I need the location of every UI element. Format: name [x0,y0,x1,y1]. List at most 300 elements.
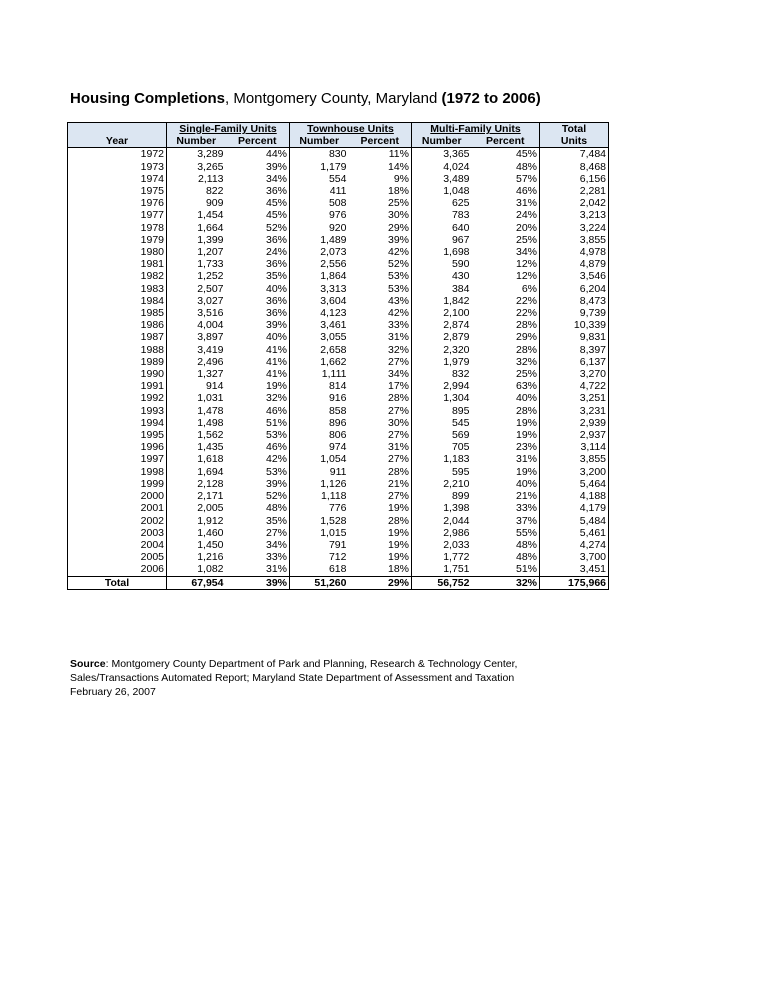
cell-year: 2002 [140,514,164,527]
cell-th-number: 1,489 [290,234,349,246]
cell-sf-number: 1,327 [167,368,226,380]
cell-year: 1995 [140,429,164,442]
cell-mf-percent: 19% [516,465,538,478]
cell-sf-number: 1,562 [167,429,226,441]
cell-sf-number: 1,498 [167,417,226,429]
cell-th-number: 916 [290,392,349,404]
cell-total-units: 8,468 [540,161,609,173]
cell-mf-percent: 48% [516,538,538,551]
cell-mf-number: 545 [412,417,472,429]
cell-total-units: 4,179 [540,502,609,514]
table-row [68,392,609,404]
cell-mf-percent: 29% [516,331,538,344]
table-row [68,307,609,319]
cell-th-number: 1,864 [290,270,349,282]
cell-mf-number: 1,698 [412,246,472,258]
cell-sf-number: 1,733 [167,258,226,270]
cell-th-number: 806 [290,429,349,441]
title-regular: , Montgomery County, Maryland [225,90,442,107]
cell-th-percent: 27% [387,490,409,503]
cell-mf-percent: 63% [516,380,538,393]
cell-sf-number: 3,265 [167,161,226,173]
cell-mf-percent: 21% [516,490,538,503]
cell-year: 1976 [140,197,164,210]
cell-sf-percent: 27% [265,526,287,539]
cell-total-units: 4,188 [540,490,609,502]
cell-mf-number: 1,304 [412,392,472,404]
cell-year: 1987 [140,331,164,344]
title-bold: Housing Completions [70,90,225,107]
cell-year: 1973 [140,160,164,173]
cell-th-percent: 30% [387,209,409,222]
cell-sf-percent: 39% [265,319,287,332]
cell-sf-percent: 36% [265,307,287,320]
table-row [68,258,609,270]
table-row [68,295,609,307]
cell-sf-percent: 52% [265,490,287,503]
title-date-range: (1972 to 2006) [441,90,541,107]
source-note [70,657,590,699]
cell-mf-percent: 40% [516,392,538,405]
cell-sf-percent: 33% [265,551,287,564]
cell-total-units: 3,231 [540,405,609,417]
header-total-line2: Units [540,135,609,148]
cell-total-units: 9,831 [540,331,609,343]
cell-year: 1991 [140,380,164,393]
cell-year: 1998 [140,465,164,478]
table-row [68,148,609,161]
cell-mf-percent: 24% [516,209,538,222]
cell-th-percent: 32% [387,343,409,356]
cell-sf-number: 1,216 [167,551,226,563]
cell-total-units: 3,855 [540,453,609,465]
cell-mf-number: 2,994 [412,380,472,392]
cell-mf-percent: 28% [516,404,538,417]
cell-sf-percent: 41% [265,343,287,356]
cell-total-units: 3,546 [540,270,609,282]
cell-year: 1981 [140,258,164,271]
cell-total-units: 2,937 [540,429,609,441]
cell-mf-number: 2,100 [412,307,472,319]
cell-mf-number: 430 [412,270,472,282]
table-row [68,453,609,465]
cell-year: 1985 [140,307,164,320]
header-sf-percent: Percent [226,135,290,148]
cell-th-percent: 43% [387,294,409,307]
cell-year: 1977 [140,209,164,222]
table-row [68,490,609,502]
table-row [68,441,609,453]
cell-th-percent: 9% [393,172,409,185]
cell-mf-percent: 25% [516,368,538,381]
cell-th-number: 508 [290,197,349,209]
cell-mf-percent: 23% [516,441,538,454]
cell-mf-number: 895 [412,405,472,417]
cell-mf-number: 569 [412,429,472,441]
cell-th-number: 3,461 [290,319,349,331]
cell-sf-number: 1,664 [167,222,226,234]
cell-sf-number: 914 [167,380,226,392]
cell-sf-number: 2,496 [167,356,226,368]
page-title [70,90,541,107]
header-row-groups [68,123,609,136]
cell-th-percent: 53% [387,282,409,295]
cell-total-units: 2,042 [540,197,609,209]
table-row [68,466,609,478]
cell-mf-percent: 6% [521,282,538,295]
cell-th-percent: 19% [387,526,409,539]
cell-sf-number: 1,252 [167,270,226,282]
cell-mf-number: 1,772 [412,551,472,563]
cell-total-units: 3,224 [540,222,609,234]
cell-year: 1974 [140,172,164,185]
total-th-number: 51,260 [290,576,349,589]
header-total-line1: Total [540,123,609,136]
cell-mf-percent: 57% [516,172,538,185]
header-sf-number: Number [167,135,226,148]
source-text-1: : Montgomery County Department of Park and Planning, Research & Technology Center, [105,658,518,670]
cell-th-number: 4,123 [290,307,349,319]
cell-th-number: 791 [290,539,349,551]
cell-th-percent: 28% [387,514,409,527]
cell-sf-number: 1,450 [167,539,226,551]
cell-sf-percent: 53% [265,465,287,478]
cell-total-units: 8,473 [540,295,609,307]
cell-sf-percent: 24% [265,246,287,259]
cell-th-percent: 29% [387,221,409,234]
cell-sf-number: 1,478 [167,405,226,417]
cell-total-units: 3,213 [540,209,609,221]
cell-mf-number: 2,044 [412,515,472,527]
cell-th-number: 1,528 [290,515,349,527]
cell-mf-number: 2,986 [412,527,472,539]
cell-sf-number: 3,897 [167,331,226,343]
cell-year: 2005 [140,551,164,564]
cell-total-units: 7,484 [540,148,609,161]
table-row [68,246,609,258]
cell-year: 1990 [140,368,164,381]
cell-mf-percent: 19% [516,416,538,429]
cell-mf-percent: 55% [516,526,538,539]
cell-total-units: 4,274 [540,539,609,551]
cell-mf-number: 1,048 [412,185,472,197]
cell-mf-percent: 28% [516,343,538,356]
cell-year: 1984 [140,294,164,307]
cell-year: 1982 [140,270,164,283]
cell-th-percent: 33% [387,319,409,332]
cell-total-units: 2,939 [540,417,609,429]
table-row [68,197,609,209]
source-date: February 26, 2007 [70,686,156,698]
cell-th-percent: 34% [387,368,409,381]
housing-completions-table [67,122,609,590]
cell-th-number: 858 [290,405,349,417]
cell-th-percent: 42% [387,246,409,259]
cell-sf-percent: 40% [265,331,287,344]
cell-mf-number: 1,979 [412,356,472,368]
cell-th-number: 554 [290,173,349,185]
cell-sf-percent: 31% [265,563,287,576]
cell-total-units: 3,251 [540,392,609,404]
table-row [68,356,609,368]
cell-mf-percent: 46% [516,185,538,198]
cell-th-percent: 27% [387,404,409,417]
cell-th-percent: 14% [387,160,409,173]
table-row [68,502,609,514]
cell-th-percent: 42% [387,307,409,320]
total-sf-percent: 39% [226,576,290,589]
cell-year: 1986 [140,319,164,332]
cell-sf-number: 2,507 [167,283,226,295]
table-row [68,222,609,234]
cell-year: 1975 [140,185,164,198]
cell-th-number: 1,662 [290,356,349,368]
cell-th-percent: 19% [387,551,409,564]
cell-th-number: 3,055 [290,331,349,343]
cell-mf-percent: 22% [516,294,538,307]
table-row [68,209,609,221]
cell-sf-percent: 42% [265,453,287,466]
cell-year: 1996 [140,441,164,454]
cell-year: 1989 [140,355,164,368]
cell-sf-number: 1,454 [167,209,226,221]
total-label: Total [68,576,167,589]
cell-mf-percent: 12% [516,258,538,271]
cell-mf-number: 640 [412,222,472,234]
cell-mf-percent: 48% [516,160,538,173]
cell-sf-number: 1,435 [167,441,226,453]
table-body [68,148,609,576]
cell-mf-number: 590 [412,258,472,270]
cell-sf-number: 2,171 [167,490,226,502]
cell-year: 2000 [140,490,164,503]
cell-year: 1979 [140,233,164,246]
table-row [68,551,609,563]
cell-total-units: 10,339 [540,319,609,331]
cell-mf-number: 3,489 [412,173,472,185]
table-row [68,283,609,295]
cell-th-percent: 18% [387,563,409,576]
cell-sf-number: 2,113 [167,173,226,185]
cell-mf-percent: 25% [516,233,538,246]
cell-sf-percent: 36% [265,233,287,246]
cell-total-units: 3,700 [540,551,609,563]
cell-mf-percent: 19% [516,429,538,442]
cell-th-number: 411 [290,185,349,197]
cell-mf-percent: 31% [516,453,538,466]
cell-sf-number: 2,005 [167,502,226,514]
cell-mf-number: 1,398 [412,502,472,514]
cell-mf-percent: 12% [516,270,538,283]
cell-sf-percent: 34% [265,538,287,551]
cell-th-number: 3,604 [290,295,349,307]
cell-total-units: 3,855 [540,234,609,246]
cell-th-percent: 25% [387,197,409,210]
table-row [68,527,609,539]
table-row [68,270,609,282]
cell-mf-number: 4,024 [412,161,472,173]
cell-th-number: 976 [290,209,349,221]
cell-th-percent: 11% [388,148,409,161]
cell-year: 2004 [140,538,164,551]
cell-mf-number: 2,879 [412,331,472,343]
header-mf-number: Number [412,135,472,148]
cell-mf-number: 625 [412,197,472,209]
cell-th-number: 920 [290,222,349,234]
cell-mf-percent: 28% [516,319,538,332]
cell-mf-number: 1,183 [412,453,472,465]
total-th-percent: 29% [349,576,412,589]
cell-mf-percent: 34% [516,246,538,259]
cell-sf-percent: 39% [265,160,287,173]
cell-sf-number: 1,399 [167,234,226,246]
cell-th-number: 896 [290,417,349,429]
cell-th-number: 814 [290,380,349,392]
table-row [68,429,609,441]
header-row-columns [68,135,609,148]
cell-th-number: 1,126 [290,478,349,490]
cell-sf-percent: 36% [265,185,287,198]
cell-mf-number: 595 [412,466,472,478]
cell-sf-percent: 48% [265,502,287,515]
cell-th-percent: 28% [387,465,409,478]
table-row [68,515,609,527]
cell-mf-number: 2,033 [412,539,472,551]
cell-th-number: 1,054 [290,453,349,465]
cell-year: 1980 [140,246,164,259]
cell-total-units: 4,722 [540,380,609,392]
header-th-number: Number [290,135,349,148]
header-multi-family: Multi-Family Units [412,123,540,136]
cell-sf-percent: 44% [265,148,287,161]
table-row [68,405,609,417]
cell-th-percent: 53% [387,270,409,283]
cell-sf-number: 3,516 [167,307,226,319]
table-row [68,563,609,576]
cell-year: 1994 [140,416,164,429]
cell-total-units: 6,137 [540,356,609,368]
cell-sf-percent: 36% [265,258,287,271]
cell-total-units: 2,281 [540,185,609,197]
header-mf-percent: Percent [472,135,540,148]
cell-total-units: 3,114 [540,441,609,453]
cell-th-number: 2,556 [290,258,349,270]
cell-sf-percent: 51% [265,416,287,429]
cell-sf-number: 909 [167,197,226,209]
cell-year: 1983 [140,282,164,295]
cell-year: 2003 [140,526,164,539]
cell-mf-number: 3,365 [412,148,472,161]
cell-mf-number: 2,320 [412,344,472,356]
cell-year: 1997 [140,453,164,466]
cell-total-units: 6,156 [540,173,609,185]
table-row [68,319,609,331]
header-year: Year [68,135,167,148]
table-row [68,344,609,356]
cell-th-percent: 31% [387,331,409,344]
cell-year: 1993 [140,404,164,417]
cell-mf-number: 2,874 [412,319,472,331]
cell-mf-number: 899 [412,490,472,502]
cell-th-number: 830 [290,148,349,161]
cell-sf-number: 2,128 [167,478,226,490]
cell-sf-percent: 52% [265,221,287,234]
cell-sf-number: 1,082 [167,563,226,576]
cell-sf-percent: 41% [265,368,287,381]
cell-total-units: 6,204 [540,283,609,295]
cell-sf-number: 1,031 [167,392,226,404]
cell-sf-percent: 45% [265,197,287,210]
total-units: 175,966 [540,576,609,589]
cell-mf-number: 967 [412,234,472,246]
cell-total-units: 3,270 [540,368,609,380]
cell-total-units: 8,397 [540,344,609,356]
cell-th-number: 712 [290,551,349,563]
table-row [68,331,609,343]
cell-th-percent: 52% [387,258,409,271]
cell-th-number: 1,015 [290,527,349,539]
cell-th-number: 911 [290,466,349,478]
total-mf-percent: 32% [472,576,540,589]
cell-sf-number: 3,419 [167,344,226,356]
cell-total-units: 9,739 [540,307,609,319]
cell-th-percent: 31% [387,441,409,454]
header-single-family: Single-Family Units [167,123,290,136]
cell-sf-number: 4,004 [167,319,226,331]
source-line-2: Sales/Transactions Automated Report; Maryland State Department of Assessment and Taxation [70,672,515,684]
cell-year: 1992 [140,392,164,405]
cell-th-percent: 21% [387,477,409,490]
source-line-1 [70,657,590,671]
cell-th-number: 1,179 [290,161,349,173]
cell-sf-percent: 39% [265,477,287,490]
cell-mf-percent: 40% [516,477,538,490]
source-label: Source [70,658,106,670]
cell-mf-percent: 48% [516,551,538,564]
header-th-percent: Percent [349,135,412,148]
table-row [68,478,609,490]
total-mf-number: 56,752 [412,576,472,589]
table-row [68,234,609,246]
cell-th-percent: 27% [387,453,409,466]
cell-sf-number: 1,207 [167,246,226,258]
cell-th-percent: 19% [387,502,409,515]
cell-sf-percent: 34% [265,172,287,185]
cell-mf-percent: 31% [516,197,538,210]
cell-year: 1999 [140,477,164,490]
table-row [68,368,609,380]
cell-total-units: 4,879 [540,258,609,270]
cell-total-units: 5,464 [540,478,609,490]
cell-th-percent: 30% [387,416,409,429]
cell-sf-percent: 35% [265,514,287,527]
total-sf-number: 67,954 [167,576,226,589]
cell-sf-percent: 41% [265,355,287,368]
cell-th-percent: 19% [387,538,409,551]
cell-mf-percent: 20% [516,221,538,234]
cell-sf-number: 822 [167,185,226,197]
cell-sf-number: 1,912 [167,515,226,527]
cell-mf-number: 2,210 [412,478,472,490]
cell-mf-percent: 45% [516,148,538,161]
cell-mf-percent: 37% [516,514,538,527]
cell-sf-percent: 45% [265,209,287,222]
cell-th-percent: 17% [387,380,409,393]
table-row [68,380,609,392]
cell-sf-percent: 53% [265,429,287,442]
cell-mf-number: 705 [412,441,472,453]
cell-sf-number: 3,027 [167,295,226,307]
